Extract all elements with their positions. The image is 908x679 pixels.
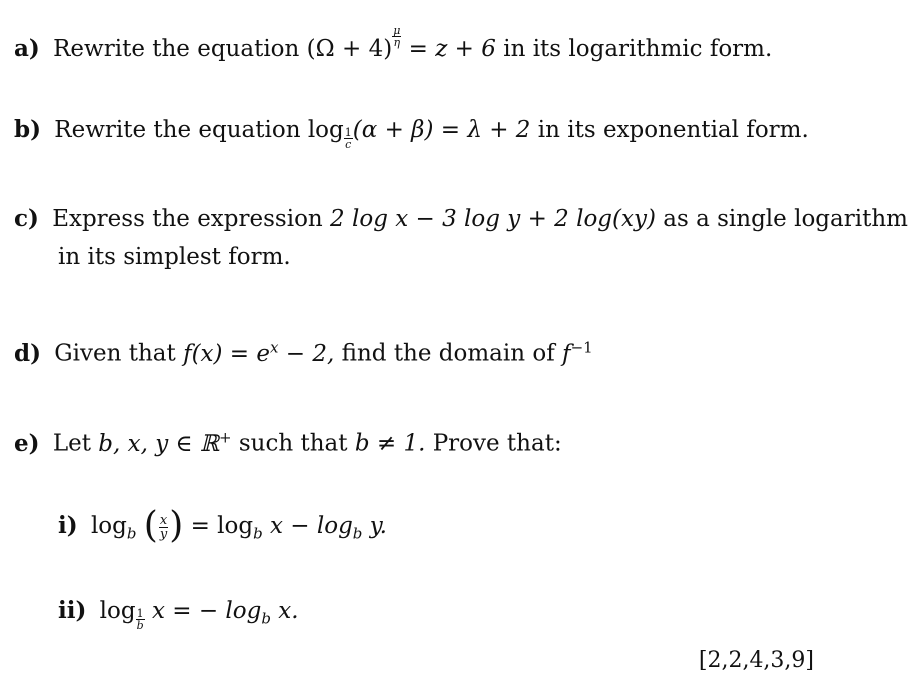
question-c-continuation: in its simplest form. bbox=[58, 244, 291, 270]
question-label: c) bbox=[14, 205, 39, 232]
math-variables: b, x, y ∈ ℝ+ bbox=[98, 428, 232, 457]
question-text: Rewrite the equation bbox=[53, 36, 300, 62]
question-d bbox=[14, 332, 593, 369]
math-function: $f(x) = e^x - 2$, bbox=[183, 338, 335, 367]
question-text: Given that bbox=[54, 340, 176, 367]
question-e-part-i: i) $\log_b$ ( $\frac{x}{y}$ ) = $\log_b x - \log_b y$. bbox=[58, 505, 387, 546]
question-text: find the domain of bbox=[341, 340, 555, 367]
paren-right: ) bbox=[169, 505, 184, 546]
math-log: log bbox=[307, 117, 344, 143]
question-e-part-ii bbox=[58, 596, 299, 634]
question-c bbox=[14, 204, 908, 234]
math-expression: (α + β) = λ + 2 bbox=[352, 117, 531, 143]
marks-allocation: [2,2,4,3,9] bbox=[698, 648, 814, 673]
question-text: in its exponential form. bbox=[537, 117, 809, 143]
question-text: Rewrite the equation bbox=[54, 117, 301, 143]
math-exponent-fraction: $\frac{\mu}{\eta}$ bbox=[393, 24, 401, 49]
math-condition: b ≠ 1. bbox=[354, 430, 426, 457]
math-log-base-fraction: $\frac{1}{c}$ bbox=[344, 126, 352, 151]
math-fraction: $\frac{x}{y}$ bbox=[159, 512, 168, 542]
math-rhs: x = − $\log_b x$. bbox=[144, 598, 299, 628]
question-label: b) bbox=[14, 116, 41, 143]
question-e bbox=[14, 422, 562, 459]
math-inverse: $f^{-1}$ bbox=[562, 338, 593, 367]
question-label: d) bbox=[14, 339, 41, 367]
math-base: (Ω + 4) bbox=[306, 36, 393, 62]
question-b bbox=[14, 115, 809, 150]
question-label: ii) bbox=[58, 597, 87, 624]
math-log-base-fraction: $\frac{1}{b}$ bbox=[136, 607, 144, 632]
question-label: i) bbox=[58, 512, 78, 539]
math-log: log bbox=[90, 513, 127, 539]
paren-left: ( bbox=[143, 505, 158, 546]
math-rhs: = z + 6 bbox=[401, 36, 496, 62]
question-text: Let bbox=[52, 430, 91, 457]
question-a bbox=[14, 25, 772, 64]
question-text: such that bbox=[238, 430, 348, 457]
question-label: a) bbox=[14, 35, 40, 62]
question-text: in its logarithmic form. bbox=[503, 36, 773, 62]
math-rhs: = $\log_b x - \log_b y$. bbox=[190, 513, 387, 543]
question-text: as a single logarithm bbox=[663, 206, 908, 232]
question-text: Express the expression bbox=[52, 206, 323, 232]
math-expression: 2 log x − 3 log y + 2 log(xy) bbox=[330, 206, 656, 232]
math-log: log bbox=[99, 598, 136, 624]
question-label: e) bbox=[14, 429, 40, 457]
question-text: Prove that: bbox=[432, 430, 562, 457]
